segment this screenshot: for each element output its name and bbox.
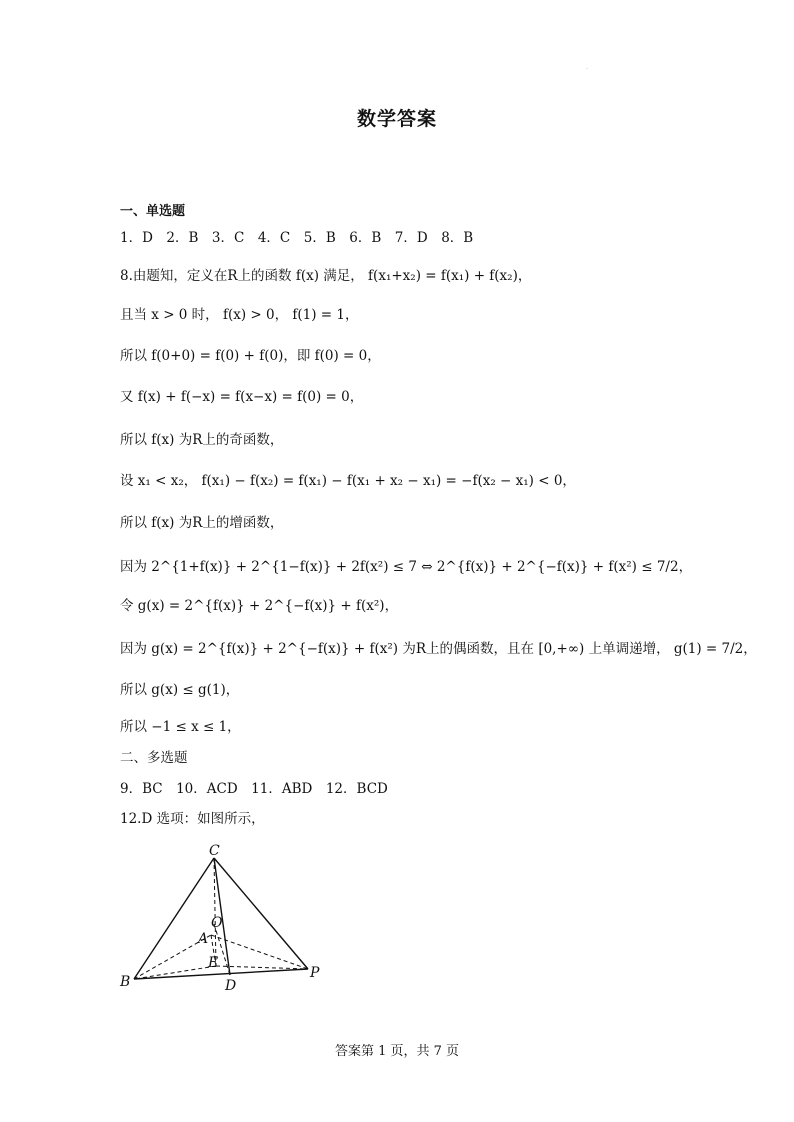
section2-answers: 9．BC 10．ACD 11．ABD 12．BCD — [120, 781, 388, 797]
solution-line-5: 所以 f(x) 为R上的奇函数， — [120, 432, 284, 448]
solution-line-12: 所以 −1 ≤ x ≤ 1， — [120, 719, 241, 735]
pyramid-figure — [114, 840, 334, 992]
label-O: O — [211, 915, 223, 931]
solution-line-4: 又 f(x) + f(−x) = f(x−x) = f(0) = 0， — [120, 389, 364, 405]
section1-answers: 1．D 2．B 3．C 4．C 5．B 6．B 7．D 8．B — [120, 230, 474, 246]
page-footer: 答案第 1 页，共 7 页 — [334, 1044, 460, 1059]
section1-heading: 一、单选题 — [120, 204, 186, 219]
corner-mark: · — [586, 66, 588, 73]
label-D: D — [225, 978, 237, 992]
label-B: B — [120, 974, 131, 990]
solution12-intro: 12.D 选项：如图所示， — [120, 811, 265, 827]
solution-line-9: 令 g(x) = 2^{f(x)} + 2^{−f(x)} + f(x²)， — [120, 598, 399, 614]
solution-line-8: 因为 2^{1+f(x)} + 2^{1−f(x)} + 2f(x²) ≤ 7 ⇔ 2^{f(x)} + 2^{−f(x)} + f(x²) ≤ 7/2， — [120, 559, 693, 575]
solution-line-10: 因为 g(x) = 2^{f(x)} + 2^{−f(x)} + f(x²) 为R上的偶函数，且在 [0,+∞) 上单调递增， g(1) = 7/2， — [120, 641, 757, 657]
solution-line-11: 所以 g(x) ≤ g(1)， — [120, 682, 240, 698]
section2-heading: 二、多选题 — [120, 750, 188, 766]
label-C: C — [209, 843, 220, 859]
solution-line-3: 所以 f(0+0) = f(0) + f(0)，即 f(0) = 0， — [120, 348, 381, 364]
label-A: A — [198, 931, 209, 947]
label-P: P — [310, 965, 320, 981]
edge-CB — [134, 858, 214, 979]
page-title: 数学答案 — [356, 108, 437, 130]
solution-line-2: 且当 x > 0 时， f(x) > 0， f(1) = 1， — [120, 307, 359, 323]
solution-line-1: 8.由题知，定义在R上的函数 f(x) 满足， f(x₁+x₂) = f(x₁) + f(x₂)， — [120, 268, 532, 284]
solution-line-6: 设 x₁ < x₂， f(x₁) − f(x₂) = f(x₁) − f(x₁ + x₂ − x₁) = −f(x₂ − x₁) < 0， — [120, 473, 576, 489]
solution-line-7: 所以 f(x) 为R上的增函数， — [120, 515, 284, 531]
edge-BP — [134, 969, 308, 979]
label-E: E — [208, 955, 219, 971]
